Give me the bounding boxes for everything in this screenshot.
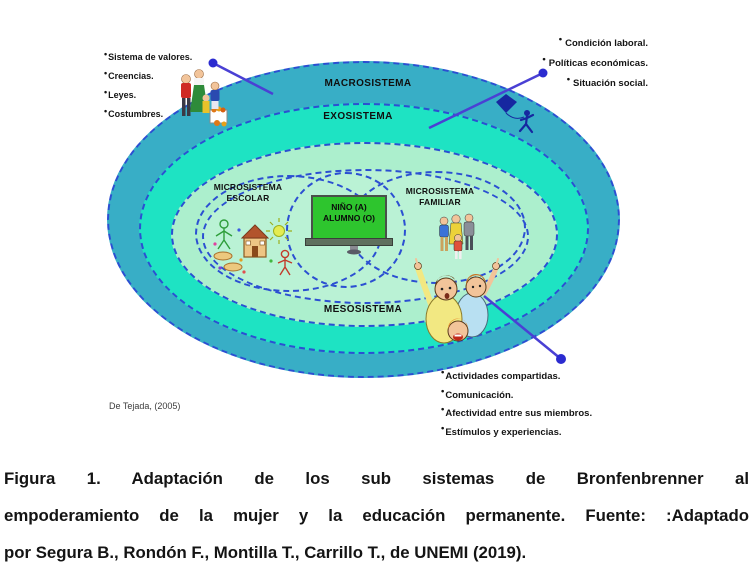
list-item: • Condición laboral.	[500, 34, 648, 54]
caption-line3: por Segura B., Rondón F., Montilla T., Carrillo T., de UNEMI (2019).	[4, 543, 527, 562]
family-group-icon	[436, 210, 480, 260]
exosistema-label: EXOSISTEMA	[323, 111, 393, 122]
macrosistema-label: MACROSISTEMA	[324, 78, 412, 89]
familia-connector-dot	[556, 354, 566, 364]
kids-pointing-icon	[406, 257, 508, 349]
chalkboard-text-line1: NIÑO (A)	[331, 202, 367, 212]
source-attribution: De Tejada, (2005)	[109, 401, 181, 411]
familia-items-list	[441, 368, 592, 442]
list-item: • Sistema de valores.	[104, 48, 192, 67]
list-item: • Costumbres.	[104, 105, 192, 124]
list-item: • Comunicación.	[441, 387, 592, 406]
escolar-label-line1: MICROSISTEMA	[213, 182, 283, 192]
list-item: • Actividades compartidas.	[441, 368, 592, 387]
macrosistema-items-list	[104, 48, 192, 124]
exosistema-items-list	[500, 34, 648, 94]
escolar-label-line2: ESCOLAR	[226, 193, 270, 204]
list-item: • Afectividad entre sus miembros.	[441, 405, 592, 424]
children-drawings-icon	[211, 216, 303, 280]
list-item: • Estímulos y experiencias.	[441, 424, 592, 443]
familiar-label-line2: FAMILIAR	[419, 197, 461, 208]
chalkboard	[311, 195, 387, 240]
list-item: • Creencias.	[104, 67, 192, 86]
list-item: • Leyes.	[104, 86, 192, 105]
caption-line1: Figura 1. Adaptación de los sub sistemas de Bronfenbrenner al	[4, 469, 749, 488]
kite-flyer-icon	[494, 93, 540, 135]
list-item: • Situación social.	[500, 74, 648, 94]
familiar-label-line1: MICROSISTEMA	[405, 186, 475, 196]
microsistema-familiar-label	[380, 186, 500, 208]
microsistema-escolar-label	[188, 182, 308, 204]
caption-line2: empoderamiento de la mujer y la educación permanente. Fuente: :Adaptado	[4, 506, 749, 525]
figure-caption	[4, 460, 749, 571]
list-item: • Políticas económicas.	[500, 54, 648, 74]
mesosistema-label: MESOSISTEMA	[323, 304, 403, 315]
chalkboard-text-line2: ALUMNO (O)	[323, 213, 375, 223]
